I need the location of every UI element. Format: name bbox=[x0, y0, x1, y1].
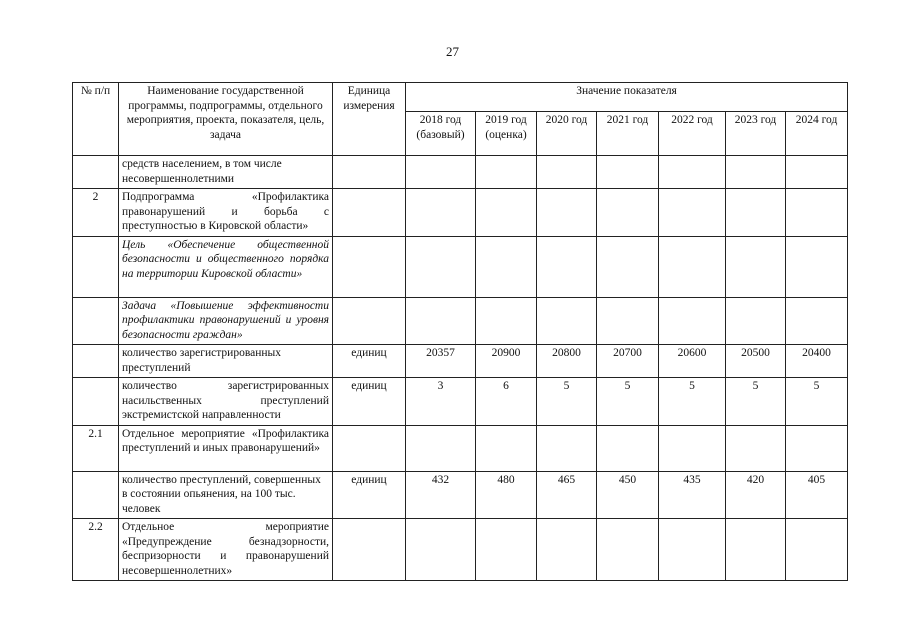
row-unit bbox=[333, 425, 406, 471]
row-unit bbox=[333, 236, 406, 297]
header-year: 2021 год bbox=[597, 112, 659, 156]
table-row bbox=[73, 156, 848, 189]
row-value: 20800 bbox=[537, 345, 597, 378]
row-value bbox=[659, 425, 726, 471]
table-row bbox=[73, 425, 848, 471]
header-year: 2020 год bbox=[537, 112, 597, 156]
table-row bbox=[73, 297, 848, 345]
row-value bbox=[406, 519, 476, 581]
row-value: 20700 bbox=[597, 345, 659, 378]
header-year: 2023 год bbox=[726, 112, 786, 156]
row-value: 435 bbox=[659, 471, 726, 519]
row-value bbox=[537, 189, 597, 237]
row-value bbox=[597, 189, 659, 237]
row-value bbox=[726, 519, 786, 581]
row-value: 5 bbox=[726, 378, 786, 426]
row-value bbox=[597, 156, 659, 189]
row-value bbox=[659, 297, 726, 345]
row-unit: единиц bbox=[333, 471, 406, 519]
row-value bbox=[406, 236, 476, 297]
row-value bbox=[786, 297, 848, 345]
row-name: количество зарегистрированных преступлений bbox=[119, 345, 333, 378]
row-name: Подпрограмма «Профилактика правонарушений и борьба с преступностью в Кировской области» bbox=[119, 189, 333, 237]
row-value bbox=[537, 425, 597, 471]
header-num: № п/п bbox=[73, 83, 119, 156]
row-unit bbox=[333, 156, 406, 189]
row-value bbox=[476, 519, 537, 581]
row-name: количество зарегистрированных насильственных преступлений экстремистской направленности bbox=[119, 378, 333, 426]
table-row bbox=[73, 236, 848, 297]
row-value bbox=[726, 425, 786, 471]
row-name: количество преступлений, совершенных в состоянии опьянения, на 100 тыс. человек bbox=[119, 471, 333, 519]
row-value bbox=[659, 236, 726, 297]
row-value bbox=[659, 519, 726, 581]
row-value: 20357 bbox=[406, 345, 476, 378]
row-name: Задача «Повышение эффективности профилактики правонарушений и уровня безопасности граждан» bbox=[119, 297, 333, 345]
row-unit: единиц bbox=[333, 378, 406, 426]
row-num bbox=[73, 471, 119, 519]
row-value bbox=[726, 156, 786, 189]
row-value bbox=[597, 297, 659, 345]
table-row bbox=[73, 189, 848, 237]
row-value: 5 bbox=[786, 378, 848, 426]
row-num: 2.2 bbox=[73, 519, 119, 581]
row-value bbox=[597, 519, 659, 581]
row-value bbox=[476, 297, 537, 345]
table-row bbox=[73, 519, 848, 581]
header-year: 2024 год bbox=[786, 112, 848, 156]
row-num bbox=[73, 236, 119, 297]
row-name: Цель «Обеспечение общественной безопасности и общественного порядка на территории Кировской области» bbox=[119, 236, 333, 297]
row-value: 465 bbox=[537, 471, 597, 519]
table-row bbox=[73, 378, 848, 426]
row-value bbox=[406, 189, 476, 237]
row-value: 6 bbox=[476, 378, 537, 426]
row-value: 20500 bbox=[726, 345, 786, 378]
row-value: 20600 bbox=[659, 345, 726, 378]
row-value bbox=[476, 425, 537, 471]
row-value bbox=[786, 425, 848, 471]
header-year: 2019 год (оценка) bbox=[476, 112, 537, 156]
row-value bbox=[786, 156, 848, 189]
row-value bbox=[726, 236, 786, 297]
row-value bbox=[406, 156, 476, 189]
row-value: 432 bbox=[406, 471, 476, 519]
row-num bbox=[73, 345, 119, 378]
row-value bbox=[659, 189, 726, 237]
row-value: 20400 bbox=[786, 345, 848, 378]
row-value bbox=[476, 236, 537, 297]
table-row bbox=[73, 345, 848, 378]
row-num bbox=[73, 156, 119, 189]
row-value: 5 bbox=[597, 378, 659, 426]
row-value bbox=[537, 519, 597, 581]
row-value: 5 bbox=[537, 378, 597, 426]
row-num bbox=[73, 378, 119, 426]
row-value bbox=[476, 189, 537, 237]
header-name: Наименование государственной программы, подпрограммы, отдельного мероприятия, проекта, показателя, цель, задача bbox=[119, 83, 333, 156]
row-value: 5 bbox=[659, 378, 726, 426]
row-value bbox=[726, 297, 786, 345]
row-unit: единиц bbox=[333, 345, 406, 378]
row-unit bbox=[333, 297, 406, 345]
header-unit: Единица измерения bbox=[333, 83, 406, 156]
row-value: 420 bbox=[726, 471, 786, 519]
row-value: 450 bbox=[597, 471, 659, 519]
row-value bbox=[537, 156, 597, 189]
row-value: 405 bbox=[786, 471, 848, 519]
row-value bbox=[786, 519, 848, 581]
row-name: Отдельное мероприятие «Профилактика преступлений и иных правонарушений» bbox=[119, 425, 333, 471]
row-name: средств населением, в том числе несовершеннолетними bbox=[119, 156, 333, 189]
row-value bbox=[786, 189, 848, 237]
row-value bbox=[406, 297, 476, 345]
row-num: 2 bbox=[73, 189, 119, 237]
row-value bbox=[537, 297, 597, 345]
header-year: 2022 год bbox=[659, 112, 726, 156]
row-value: 480 bbox=[476, 471, 537, 519]
row-unit bbox=[333, 189, 406, 237]
row-value bbox=[786, 236, 848, 297]
header-year: 2018 год (базовый) bbox=[406, 112, 476, 156]
row-value bbox=[726, 189, 786, 237]
row-num bbox=[73, 297, 119, 345]
row-value bbox=[597, 236, 659, 297]
row-unit bbox=[333, 519, 406, 581]
row-value bbox=[476, 156, 537, 189]
header-values: Значение показателя bbox=[406, 83, 848, 112]
row-value bbox=[659, 156, 726, 189]
row-value: 3 bbox=[406, 378, 476, 426]
row-num: 2.1 bbox=[73, 425, 119, 471]
row-value bbox=[537, 236, 597, 297]
page-number: 27 bbox=[446, 44, 459, 59]
row-name: Отдельное мероприятие «Предупреждение безнадзорности, беспризорности и правонарушений несовершеннолетних» bbox=[119, 519, 333, 581]
table-row bbox=[73, 471, 848, 519]
row-value bbox=[406, 425, 476, 471]
row-value: 20900 bbox=[476, 345, 537, 378]
row-value bbox=[597, 425, 659, 471]
indicator-table bbox=[72, 82, 848, 581]
